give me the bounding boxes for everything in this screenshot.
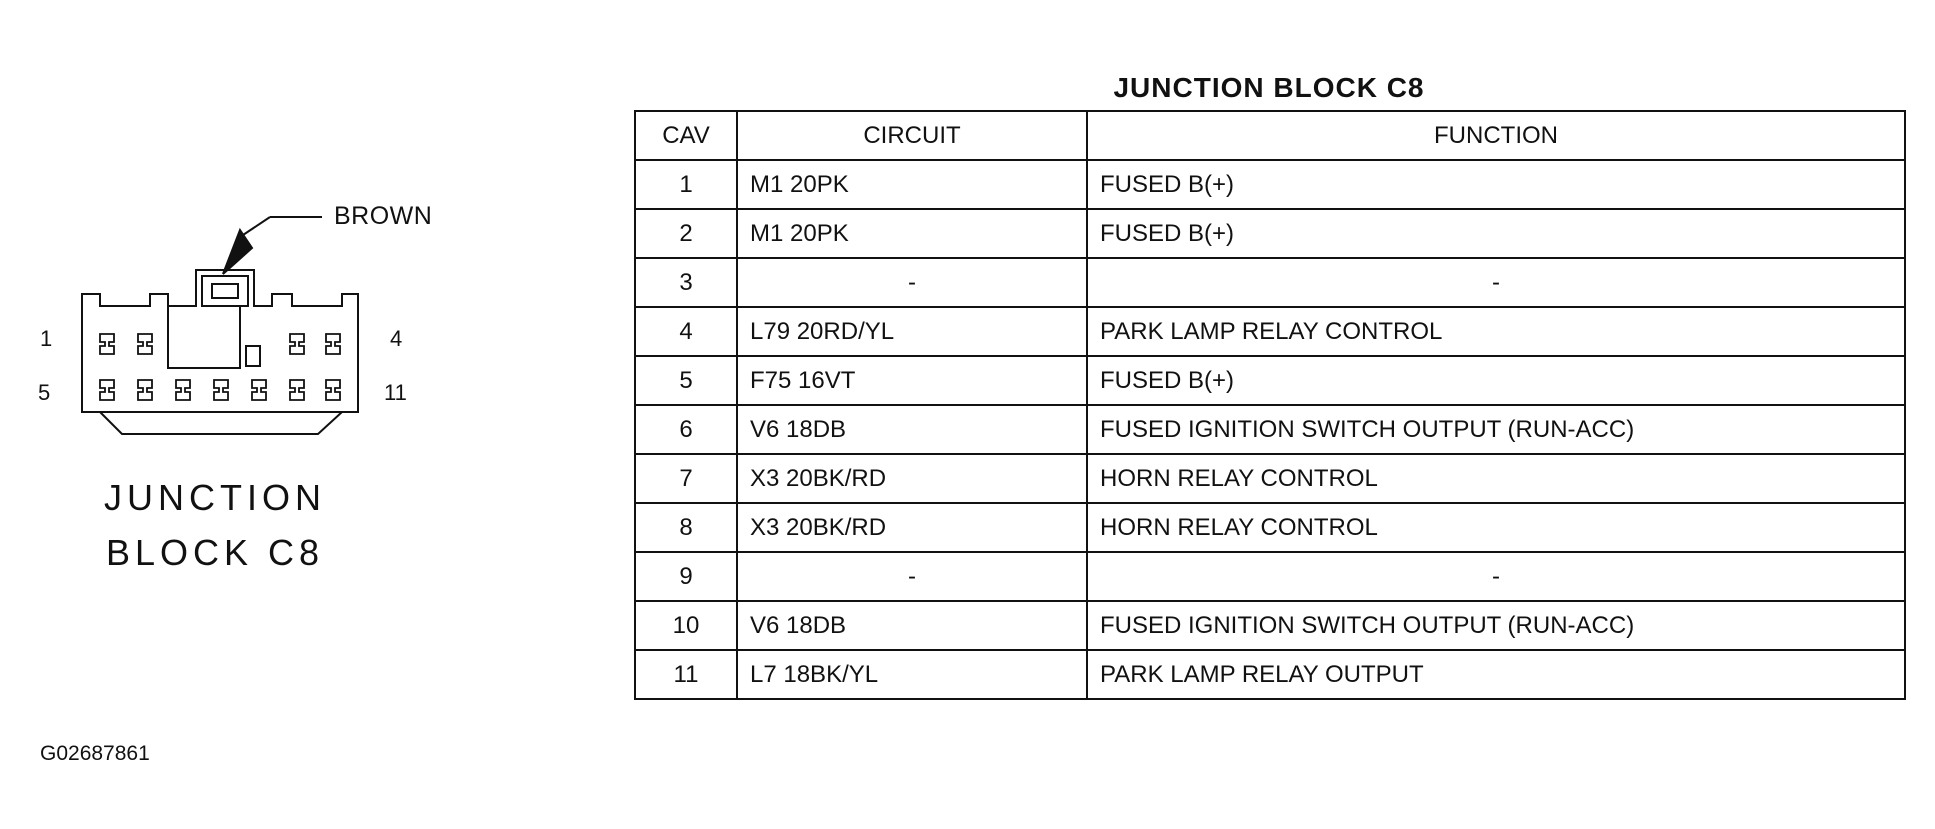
pin-label-1: 1 bbox=[40, 326, 53, 351]
table-row bbox=[635, 552, 1905, 601]
pin-label-4: 4 bbox=[390, 326, 403, 351]
table-row bbox=[635, 601, 1905, 650]
table-row bbox=[635, 503, 1905, 552]
function-cell: PARK LAMP RELAY OUTPUT bbox=[1087, 650, 1905, 699]
cavity-10 bbox=[290, 380, 304, 400]
cavity-6 bbox=[138, 380, 152, 400]
circuit-cell: - bbox=[737, 552, 1087, 601]
connector-title-line1: JUNCTION bbox=[104, 477, 326, 518]
circuit-cell: X3 20BK/RD bbox=[737, 503, 1087, 552]
cav-cell: 5 bbox=[635, 356, 737, 405]
function-cell: HORN RELAY CONTROL bbox=[1087, 503, 1905, 552]
cav-cell: 4 bbox=[635, 307, 737, 356]
circuit-cell: - bbox=[737, 258, 1087, 307]
function-cell: HORN RELAY CONTROL bbox=[1087, 454, 1905, 503]
cavity-8 bbox=[214, 380, 228, 400]
cavity-4 bbox=[326, 334, 340, 354]
cavity-9 bbox=[252, 380, 266, 400]
cavity-5 bbox=[100, 380, 114, 400]
brown-latch bbox=[202, 276, 248, 306]
header-function: FUNCTION bbox=[1087, 111, 1905, 160]
function-cell: - bbox=[1087, 258, 1905, 307]
pin-label-5: 5 bbox=[38, 380, 51, 405]
function-cell: FUSED B(+) bbox=[1087, 209, 1905, 258]
connector-title-line2: BLOCK C8 bbox=[105, 532, 325, 573]
table-row bbox=[635, 405, 1905, 454]
connector-face-diagram bbox=[0, 0, 460, 480]
function-cell: - bbox=[1087, 552, 1905, 601]
cav-cell: 3 bbox=[635, 258, 737, 307]
function-cell: FUSED B(+) bbox=[1087, 160, 1905, 209]
cav-cell: 11 bbox=[635, 650, 737, 699]
cav-cell: 7 bbox=[635, 454, 737, 503]
circuit-cell: M1 20PK bbox=[737, 209, 1087, 258]
cavity-7 bbox=[176, 380, 190, 400]
cavity-1 bbox=[100, 334, 114, 354]
top-row-cavities bbox=[100, 334, 340, 354]
header-cav: CAV bbox=[635, 111, 737, 160]
circuit-cell: V6 18DB bbox=[737, 405, 1087, 454]
pin-label-11: 11 bbox=[384, 380, 407, 405]
table-row bbox=[635, 454, 1905, 503]
cavity-11 bbox=[326, 380, 340, 400]
circuit-cell: L79 20RD/YL bbox=[737, 307, 1087, 356]
pinout-table bbox=[634, 110, 1906, 700]
cavity-3 bbox=[290, 334, 304, 354]
cav-cell: 6 bbox=[635, 405, 737, 454]
table-row bbox=[635, 650, 1905, 699]
cav-cell: 2 bbox=[635, 209, 737, 258]
table-row bbox=[635, 356, 1905, 405]
brown-callout-label: BROWN bbox=[334, 202, 433, 230]
connector-skirt bbox=[100, 412, 342, 434]
header-circuit: CIRCUIT bbox=[737, 111, 1087, 160]
function-cell: FUSED IGNITION SWITCH OUTPUT (RUN-ACC) bbox=[1087, 405, 1905, 454]
circuit-cell: F75 16VT bbox=[737, 356, 1087, 405]
cav-cell: 1 bbox=[635, 160, 737, 209]
figure-id: G02687861 bbox=[40, 742, 150, 765]
circuit-cell: V6 18DB bbox=[737, 601, 1087, 650]
table-row bbox=[635, 160, 1905, 209]
function-cell: FUSED IGNITION SWITCH OUTPUT (RUN-ACC) bbox=[1087, 601, 1905, 650]
circuit-cell: M1 20PK bbox=[737, 160, 1087, 209]
cav-cell: 10 bbox=[635, 601, 737, 650]
connector-housing bbox=[82, 270, 358, 412]
table-row bbox=[635, 258, 1905, 307]
connector-title bbox=[90, 470, 340, 580]
table-row bbox=[635, 209, 1905, 258]
table-row bbox=[635, 307, 1905, 356]
cav-cell: 9 bbox=[635, 552, 737, 601]
cav-cell: 8 bbox=[635, 503, 737, 552]
function-cell: FUSED B(+) bbox=[1087, 356, 1905, 405]
bottom-row-cavities bbox=[100, 380, 340, 400]
table-title: JUNCTION BLOCK C8 bbox=[1113, 72, 1425, 103]
table-header-row bbox=[635, 111, 1905, 160]
circuit-cell: L7 18BK/YL bbox=[737, 650, 1087, 699]
function-cell: PARK LAMP RELAY CONTROL bbox=[1087, 307, 1905, 356]
circuit-cell: X3 20BK/RD bbox=[737, 454, 1087, 503]
cavity-2 bbox=[138, 334, 152, 354]
callout-arrow-head bbox=[223, 230, 252, 274]
